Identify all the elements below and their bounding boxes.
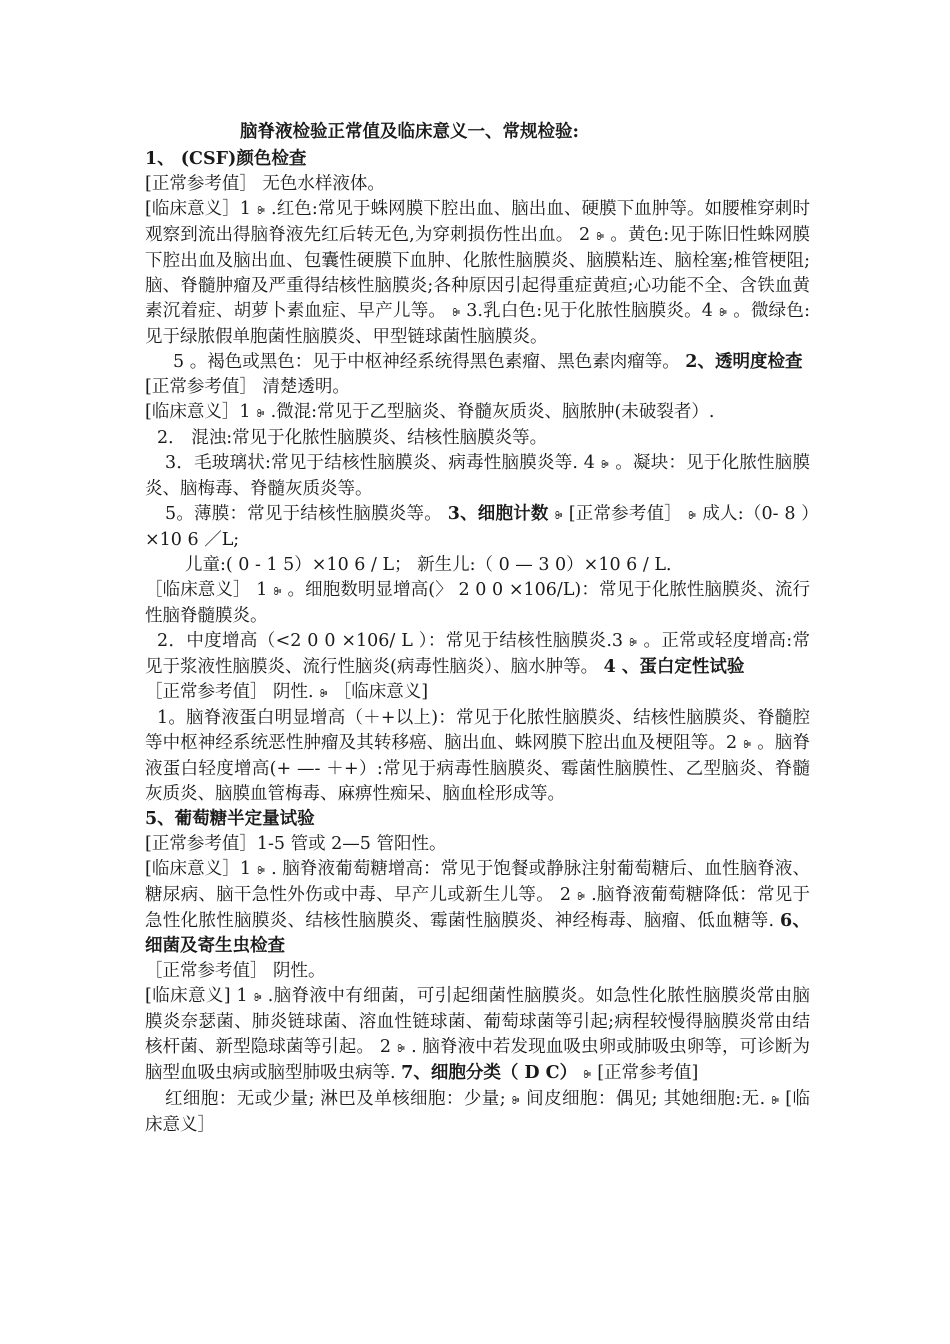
section-5-heading: 5、葡萄糖半定量试验 — [145, 809, 315, 829]
list-marker-icon: ꔭ — [396, 1042, 406, 1055]
list-marker-icon: ꔭ — [583, 1068, 592, 1081]
list-marker-icon: ꔭ — [319, 687, 328, 700]
list-marker-icon: ꔭ — [600, 458, 610, 471]
list-marker-icon: ꔭ — [256, 204, 266, 217]
section-3-reference-children: 儿童:( 0 - 1 5）×10 6 / L； 新生儿:（ 0 — 3 0）×10 6 / L． — [185, 555, 684, 575]
section-1-reference: [正常参考值］ 无色水样液体。 — [145, 174, 385, 194]
list-marker-icon: ꔭ — [743, 738, 752, 751]
section-5-reference: [正常参考值］1-5 管或 2—5 管阳性。 — [145, 834, 447, 854]
list-marker-icon: ꔭ — [511, 1094, 520, 1107]
section-3-item-2: 2．中度增高（<2 0 0 ×106/ L ）：常见于结核性脑膜炎.3 ꔭ 。正常或轻度增高:常见于浆液性脑膜炎、流行性脑炎(病毒性脑炎）、脑水肿等。 4 、蛋白定性试验 — [145, 631, 810, 677]
section-4-reference: ［正常参考值］ 阴性. ꔭ ［临床意义] — [145, 682, 429, 702]
section-1-significance: [临床意义］1 ꔭ .红色:常见于蛛网膜下腔出血、脑出血、硬膜下血肿等。如腰椎穿刺时观察到流出得脑脊液先红后转无色,为穿刺损伤性出血。 2 ꔭ 。黄色:见于陈旧性蛛网膜下腔出血及脑出血、包囊性硬膜下血肿、化脓性脑膜炎、脑膜粘连、脑栓塞;椎管梗阻;脑、脊髓肿瘤及严重得结核性脑膜炎;各种原因引起得重症黄疸;心功能不全、含铁血黄素沉着症、胡萝卜素血症、早产儿等。 ꔭ 3.乳白色:见于化脓性脑膜炎。4 ꔭ 。微绿色:见于绿脓假单胞菌性脑膜炎、甲型链球菌性脑膜炎。 — [145, 199, 810, 347]
section-2-item-5: 5。薄膜：常见于结核性脑膜炎等。 3、细胞计数 ꔭ [正常参考值］ ꔭ 成人:（0- 8 ）×10 6 ／L; — [145, 504, 811, 550]
section-7-values: 红细胞：无或少量; 淋巴及单核细胞：少量; ꔭ 间皮细胞：偶见; 其她细胞:无. ꔭ [临床意义］ — [145, 1089, 810, 1135]
section-6-reference: ［正常参考值］ 阴性。 — [145, 961, 326, 981]
list-marker-icon: ꔭ — [688, 509, 697, 522]
list-marker-icon: ꔭ — [718, 306, 728, 319]
section-2-reference: [正常参考值］ 清楚透明。 — [145, 377, 350, 397]
section-2-item-3: 3．毛玻璃状:常见于结核性脑膜炎、病毒性脑膜炎等. 4 ꔭ 。凝块：见于化脓性脑膜炎、脑梅毒、脊髓灰质炎等。 — [145, 453, 810, 499]
list-marker-icon: ꔭ — [596, 230, 605, 243]
list-marker-icon: ꔭ — [253, 991, 262, 1004]
section-2-item-2: 2． 混浊:常见于化脓性脑膜炎、结核性脑膜炎等。 — [157, 428, 548, 448]
list-marker-icon: ꔭ — [273, 585, 282, 598]
list-marker-icon: ꔭ — [629, 636, 638, 649]
section-7-heading: 7、细胞分类（ D C） — [401, 1063, 578, 1083]
document-page — [145, 120, 810, 1138]
list-marker-icon: ꔭ — [771, 1094, 780, 1107]
list-marker-icon: ꔭ — [576, 890, 586, 903]
section-4-heading: 4 、蛋白定性试验 — [603, 657, 745, 677]
section-6-heading: 6、细菌及寄生虫检查 — [145, 911, 810, 956]
section-4-significance: 1。脑脊液蛋白明显增高（＋+以上)：常见于化脓性脑膜炎、结核性脑膜炎、脊髓腔等中枢神经系统恶性肿瘤及其转移癌、脑出血、蛛网膜下腔出血及梗阻等。2 ꔭ 。脑脊液蛋白轻度增高(+ —- ＋+）:常见于病毒性脑膜炎、霉菌性脑膜性、乙型脑炎、脊髓灰质炎、脑膜血管梅毒、麻痹性痴呆、脑血栓形成等。 — [145, 708, 811, 804]
section-2-item-1: [临床意义］1 ꔭ .微混:常见于乙型脑炎、脊髓灰质炎、脑脓肿(未破裂者）. — [145, 402, 715, 422]
section-1-item-5: 5 。褐色或黑色：见于中枢神经系统得黑色素瘤、黑色素肉瘤等。 2、透明度检查 — [173, 352, 803, 372]
list-marker-icon: ꔭ — [554, 509, 563, 522]
list-marker-icon: ꔭ — [256, 407, 265, 420]
list-marker-icon: ꔭ — [452, 306, 461, 319]
section-5-significance: [临床意义］1 ꔭ . 脑脊液葡萄糖增高：常见于饱餐或静脉注射葡萄糖后、血性脑脊液、糖尿病、脑干急性外伤或中毒、早产儿或新生儿等。 2 ꔭ .脑脊液葡萄糖降低：常见于急性化脓性脑膜炎、结核性脑膜炎、霉菌性脑膜炎、神经梅毒、脑瘤、低血糖等. 6、细菌及寄生虫检查 — [145, 859, 811, 956]
section-3-significance: ［临床意义］ 1 ꔭ 。细胞数明显增高(〉 2 0 0 ×106/L)：常见于化脓性脑膜炎、流行性脑脊髓膜炎。 — [145, 580, 810, 626]
section-1-heading: 1、 (CSF)颜色检查 — [145, 149, 307, 169]
section-6-significance: [临床意义] 1 ꔭ .脑脊液中有细菌，可引起细菌性脑膜炎。如急性化脓性脑膜炎常由脑膜炎奈瑟菌、肺炎链球菌、溶血性链球菌、葡萄球菌等引起;病程较慢得脑膜炎常由结核杆菌、新型隐球菌等引起。 2 ꔭ . 脑脊液中若发现血吸虫卵或肺吸虫卵等，可诊断为脑型血吸虫病或脑型肺吸虫病等. 7、细胞分类（ D C） ꔭ [正常参考值] — [145, 986, 810, 1083]
document-title: 脑脊液检验正常值及临床意义一、常规检验: — [240, 122, 579, 142]
list-marker-icon: ꔭ — [257, 864, 266, 877]
section-3-heading: 3、细胞计数 — [447, 504, 549, 524]
section-2-heading: 2、透明度检查 — [685, 352, 803, 372]
